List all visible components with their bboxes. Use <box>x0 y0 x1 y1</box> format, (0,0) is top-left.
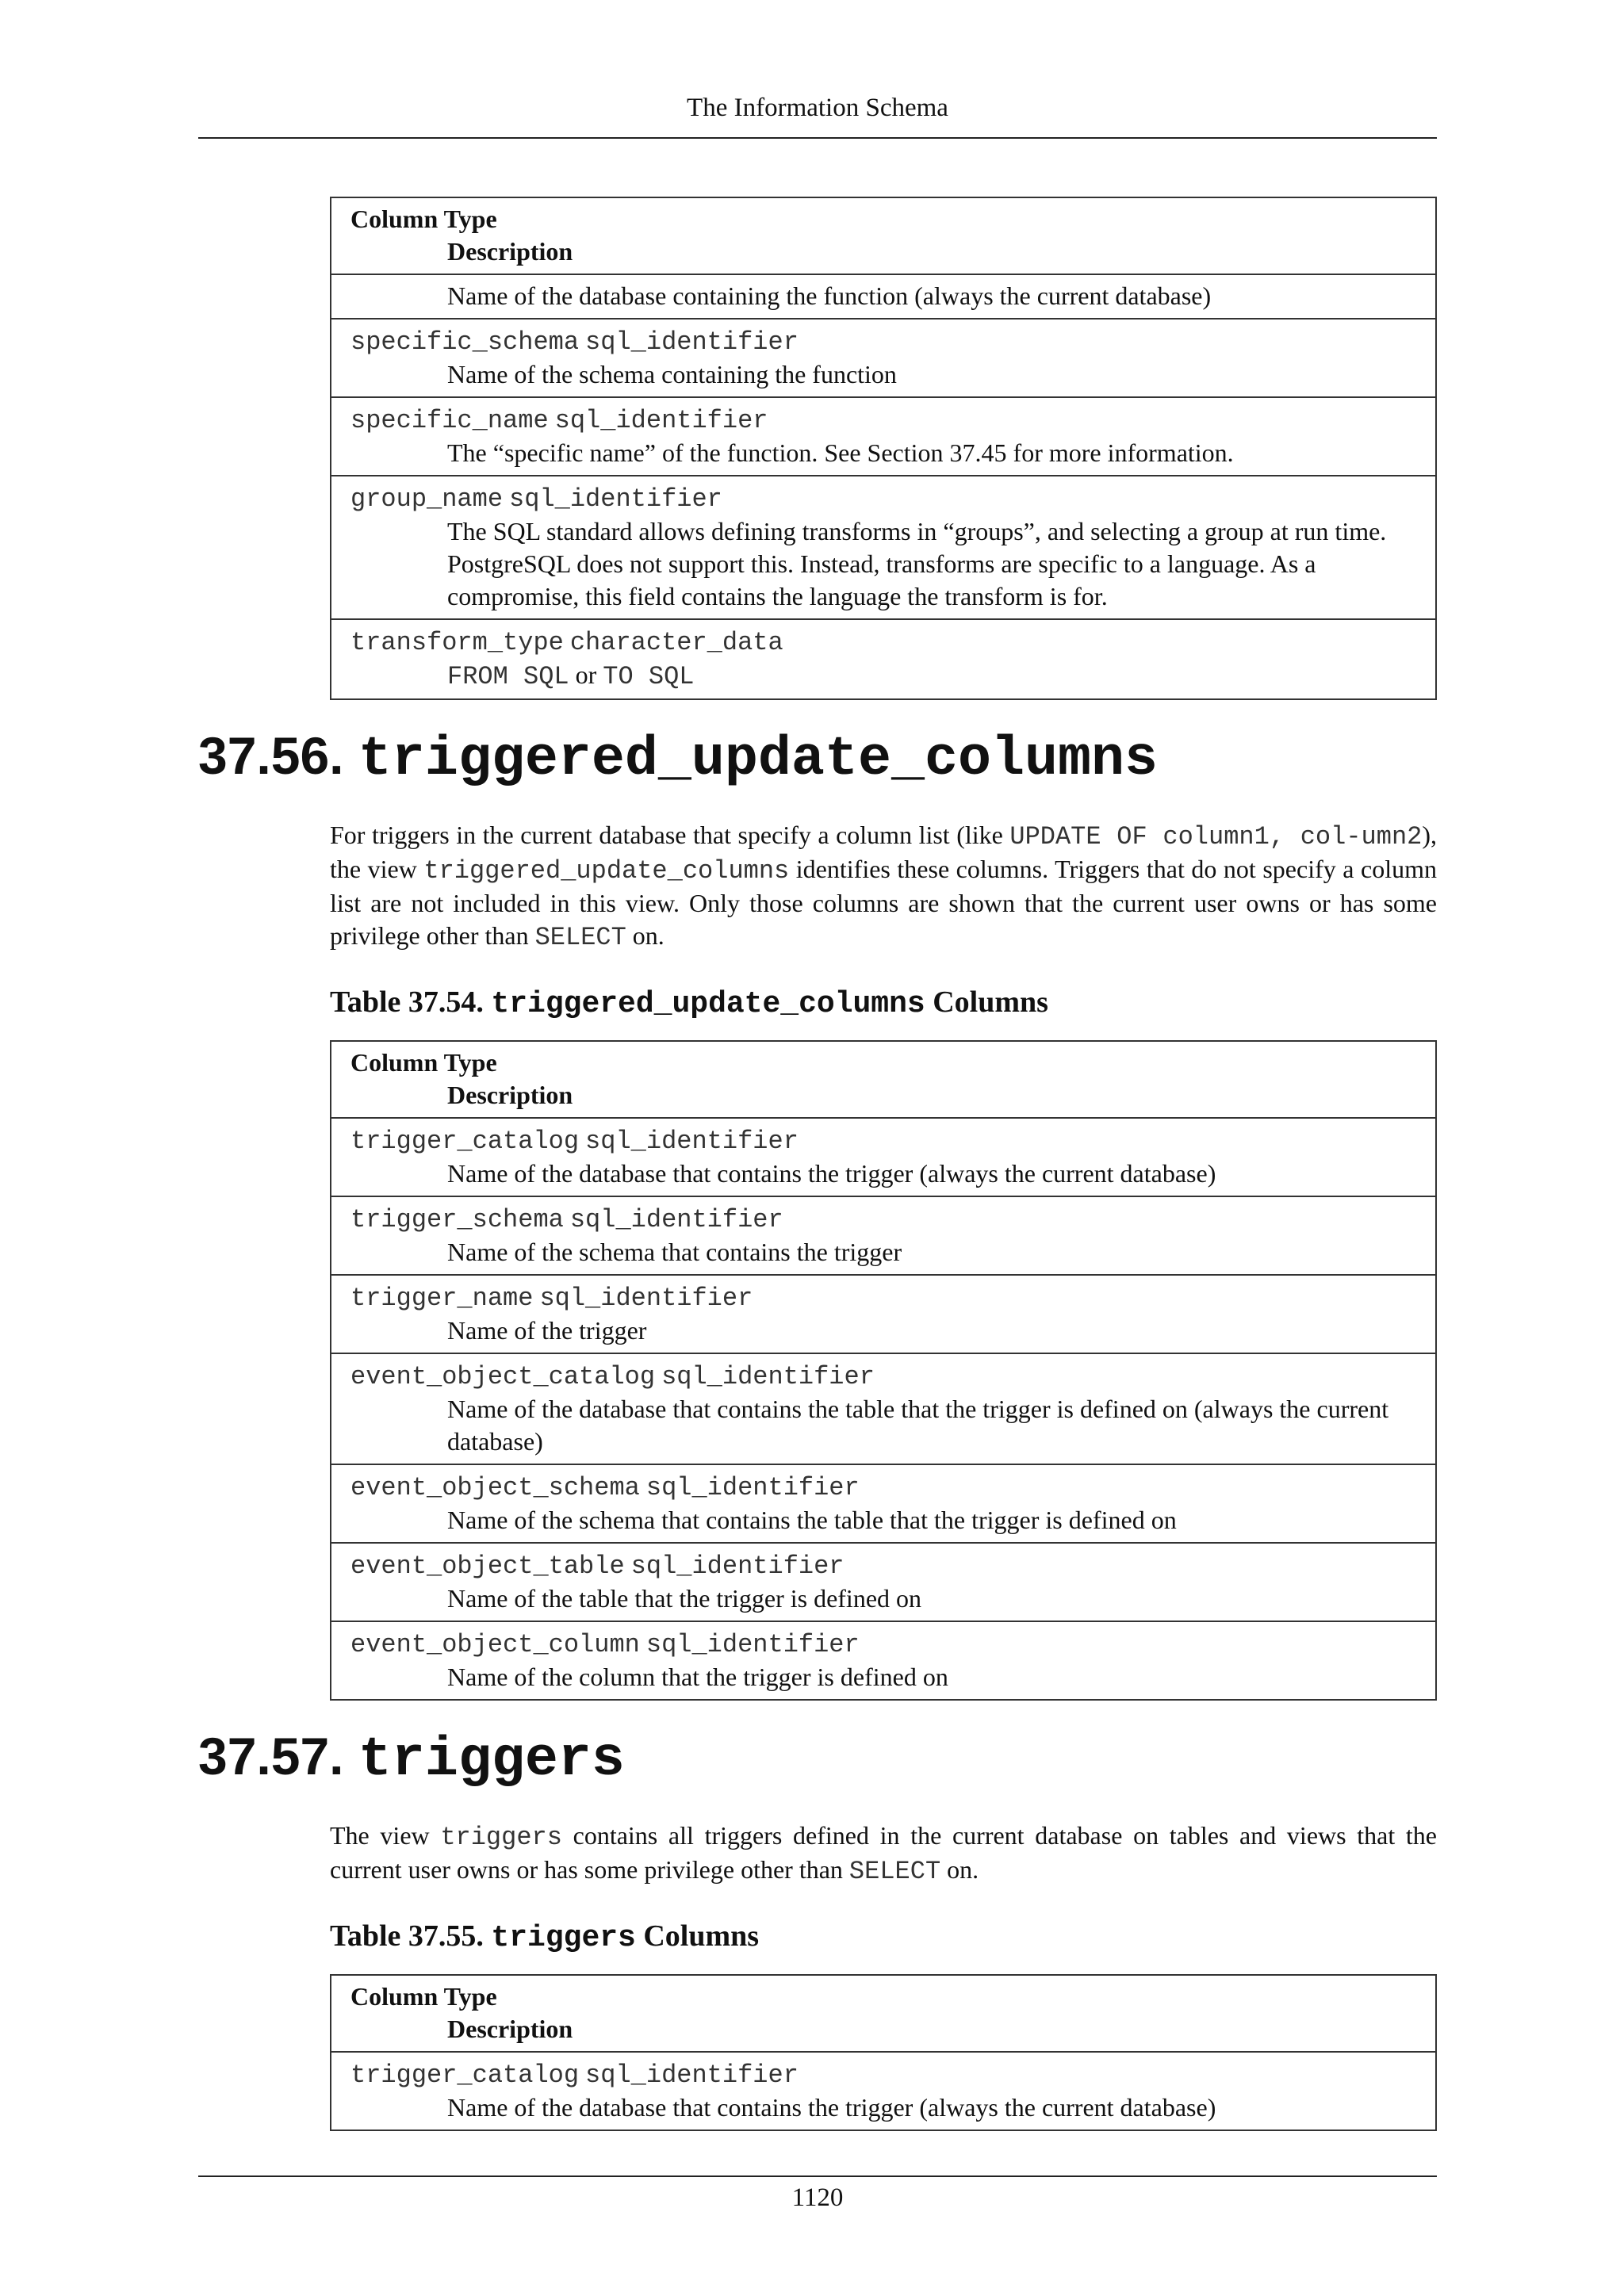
column-name: event_object_catalog <box>350 1362 656 1391</box>
section-number: 37.57. <box>198 1727 344 1785</box>
caption-code: triggered_update_columns <box>491 987 925 1021</box>
column-name: trigger_catalog <box>350 2061 580 2090</box>
column-name: trigger_name <box>350 1284 534 1313</box>
table-row <box>331 1353 1436 1464</box>
inline-code: UPDATE OF column1, col‐umn2 <box>1009 822 1423 851</box>
para-text: on. <box>626 921 665 950</box>
section-heading <box>198 1724 1437 1793</box>
column-description <box>350 659 1416 693</box>
header-rule <box>198 137 1437 139</box>
table-row <box>331 1275 1436 1353</box>
columns-table <box>330 1040 1437 1701</box>
caption-prefix: Table 37.54. <box>330 985 492 1019</box>
table-row <box>331 274 1436 319</box>
column-description: The SQL standard allows defining transforms in “groups”, and selecting a group at run time. PostgreSQL does not support this. Instead, transforms are specific to a language. As a compromise, this field contains the language the transform is for. <box>447 517 1387 610</box>
page-header: The Information Schema <box>687 94 948 122</box>
column-description: Name of the schema that contains the table that the trigger is defined on <box>447 1506 1177 1534</box>
column-name: event_object_table <box>350 1552 625 1581</box>
column-type: sql_identifier <box>630 1552 845 1581</box>
inline-code: triggers <box>440 1823 562 1852</box>
column-type: sql_identifier <box>509 484 722 514</box>
table-caption <box>330 984 1437 1023</box>
column-description: The “specific name” of the function. See Section 37.45 for more information. <box>447 438 1234 467</box>
table-row <box>331 1196 1436 1275</box>
column-description: Name of the table that the trigger is defined on <box>447 1584 922 1613</box>
page-number: 1120 <box>791 2183 844 2212</box>
column-name: trigger_schema <box>350 1205 564 1234</box>
caption-suffix: Columns <box>925 985 1048 1019</box>
section-paragraph <box>330 819 1437 954</box>
column-description: Name of the column that the trigger is defined on <box>447 1663 948 1691</box>
para-text: contains all triggers defined in the current database on tables and views that the current user owns or has some privilege other than <box>330 1821 1438 1884</box>
table-row <box>331 319 1436 397</box>
column-type: sql_identifier <box>569 1205 783 1234</box>
column-description: Name of the database that contains the table that the trigger is defined on (always the current database) <box>447 1395 1389 1456</box>
inline-code: triggered_update_columns <box>423 856 790 886</box>
para-text: identifies these columns. Triggers that do not specify a column list are not included in this view. Only those columns are shown that the current user owns or has some privilege other than <box>330 855 1438 950</box>
column-description: Name of the schema containing the function <box>447 360 897 388</box>
caption-suffix: Columns <box>635 1919 760 1953</box>
table-header-row <box>331 197 1436 274</box>
table-row <box>331 2052 1436 2130</box>
para-text: on. <box>940 1855 979 1884</box>
column-description: Name of the database that contains the trigger (always the current database) <box>447 1159 1216 1188</box>
column-type: sql_identifier <box>554 406 768 435</box>
inline-code: SELECT <box>848 1857 941 1886</box>
or-text: or <box>575 660 597 689</box>
table-row <box>331 476 1436 619</box>
column-type: sql_identifier <box>585 327 799 357</box>
table-row <box>331 1543 1436 1621</box>
table-row <box>331 1464 1436 1543</box>
section-name: triggers <box>358 1729 625 1792</box>
table-header-row <box>331 1041 1436 1118</box>
column-name: specific_schema <box>350 327 580 357</box>
column-name: trigger_catalog <box>350 1127 580 1156</box>
section-number: 37.56. <box>198 726 344 785</box>
code-to-sql: TO SQL <box>603 662 695 691</box>
table-row <box>331 1621 1436 1700</box>
header-description: Description <box>447 1081 573 1109</box>
para-text: The view <box>330 1821 441 1850</box>
column-description: Name of the trigger <box>447 1316 647 1345</box>
para-text: For triggers in the current database that specify a column list (like <box>330 821 1010 849</box>
column-type: sql_identifier <box>585 1127 799 1156</box>
column-type: character_data <box>569 628 783 657</box>
column-name: specific_name <box>350 406 549 435</box>
header-column-type: Column Type <box>350 1048 497 1077</box>
column-type: sql_identifier <box>645 1473 860 1502</box>
table-caption <box>330 1918 1437 1957</box>
table-row <box>331 1118 1436 1196</box>
column-name: event_object_column <box>350 1630 640 1659</box>
column-type: sql_identifier <box>539 1284 753 1313</box>
column-type: sql_identifier <box>645 1630 860 1659</box>
column-description: Name of the database that contains the trigger (always the current database) <box>447 2093 1216 2122</box>
column-name: transform_type <box>350 628 564 657</box>
header-column-type: Column Type <box>350 1982 497 2011</box>
header-description: Description <box>447 2015 573 2043</box>
column-description: Name of the schema that contains the trigger <box>447 1238 902 1266</box>
header-column-type: Column Type <box>350 205 497 233</box>
code-from-sql: FROM SQL <box>447 662 569 691</box>
section-paragraph <box>330 1820 1437 1888</box>
caption-code: triggers <box>491 1921 636 1955</box>
table-row <box>331 619 1436 699</box>
section-name: triggered_update_columns <box>358 729 1159 791</box>
caption-prefix: Table 37.55. <box>330 1919 492 1953</box>
column-type: sql_identifier <box>585 2061 799 2090</box>
inline-code: SELECT <box>534 923 626 952</box>
column-name: group_name <box>350 484 504 514</box>
table-header-row <box>331 1975 1436 2052</box>
column-name: event_object_schema <box>350 1473 640 1502</box>
table-row <box>331 397 1436 476</box>
footer-rule <box>198 2175 1437 2177</box>
column-type: sql_identifier <box>661 1362 875 1391</box>
page-content <box>198 197 1437 2131</box>
header-description: Description <box>447 237 573 266</box>
section-heading <box>198 724 1437 792</box>
columns-table <box>330 1974 1437 2131</box>
columns-table-continued <box>330 197 1437 700</box>
para-text: ), the view <box>330 821 1438 883</box>
column-description: Name of the database containing the function (always the current database) <box>447 281 1212 310</box>
